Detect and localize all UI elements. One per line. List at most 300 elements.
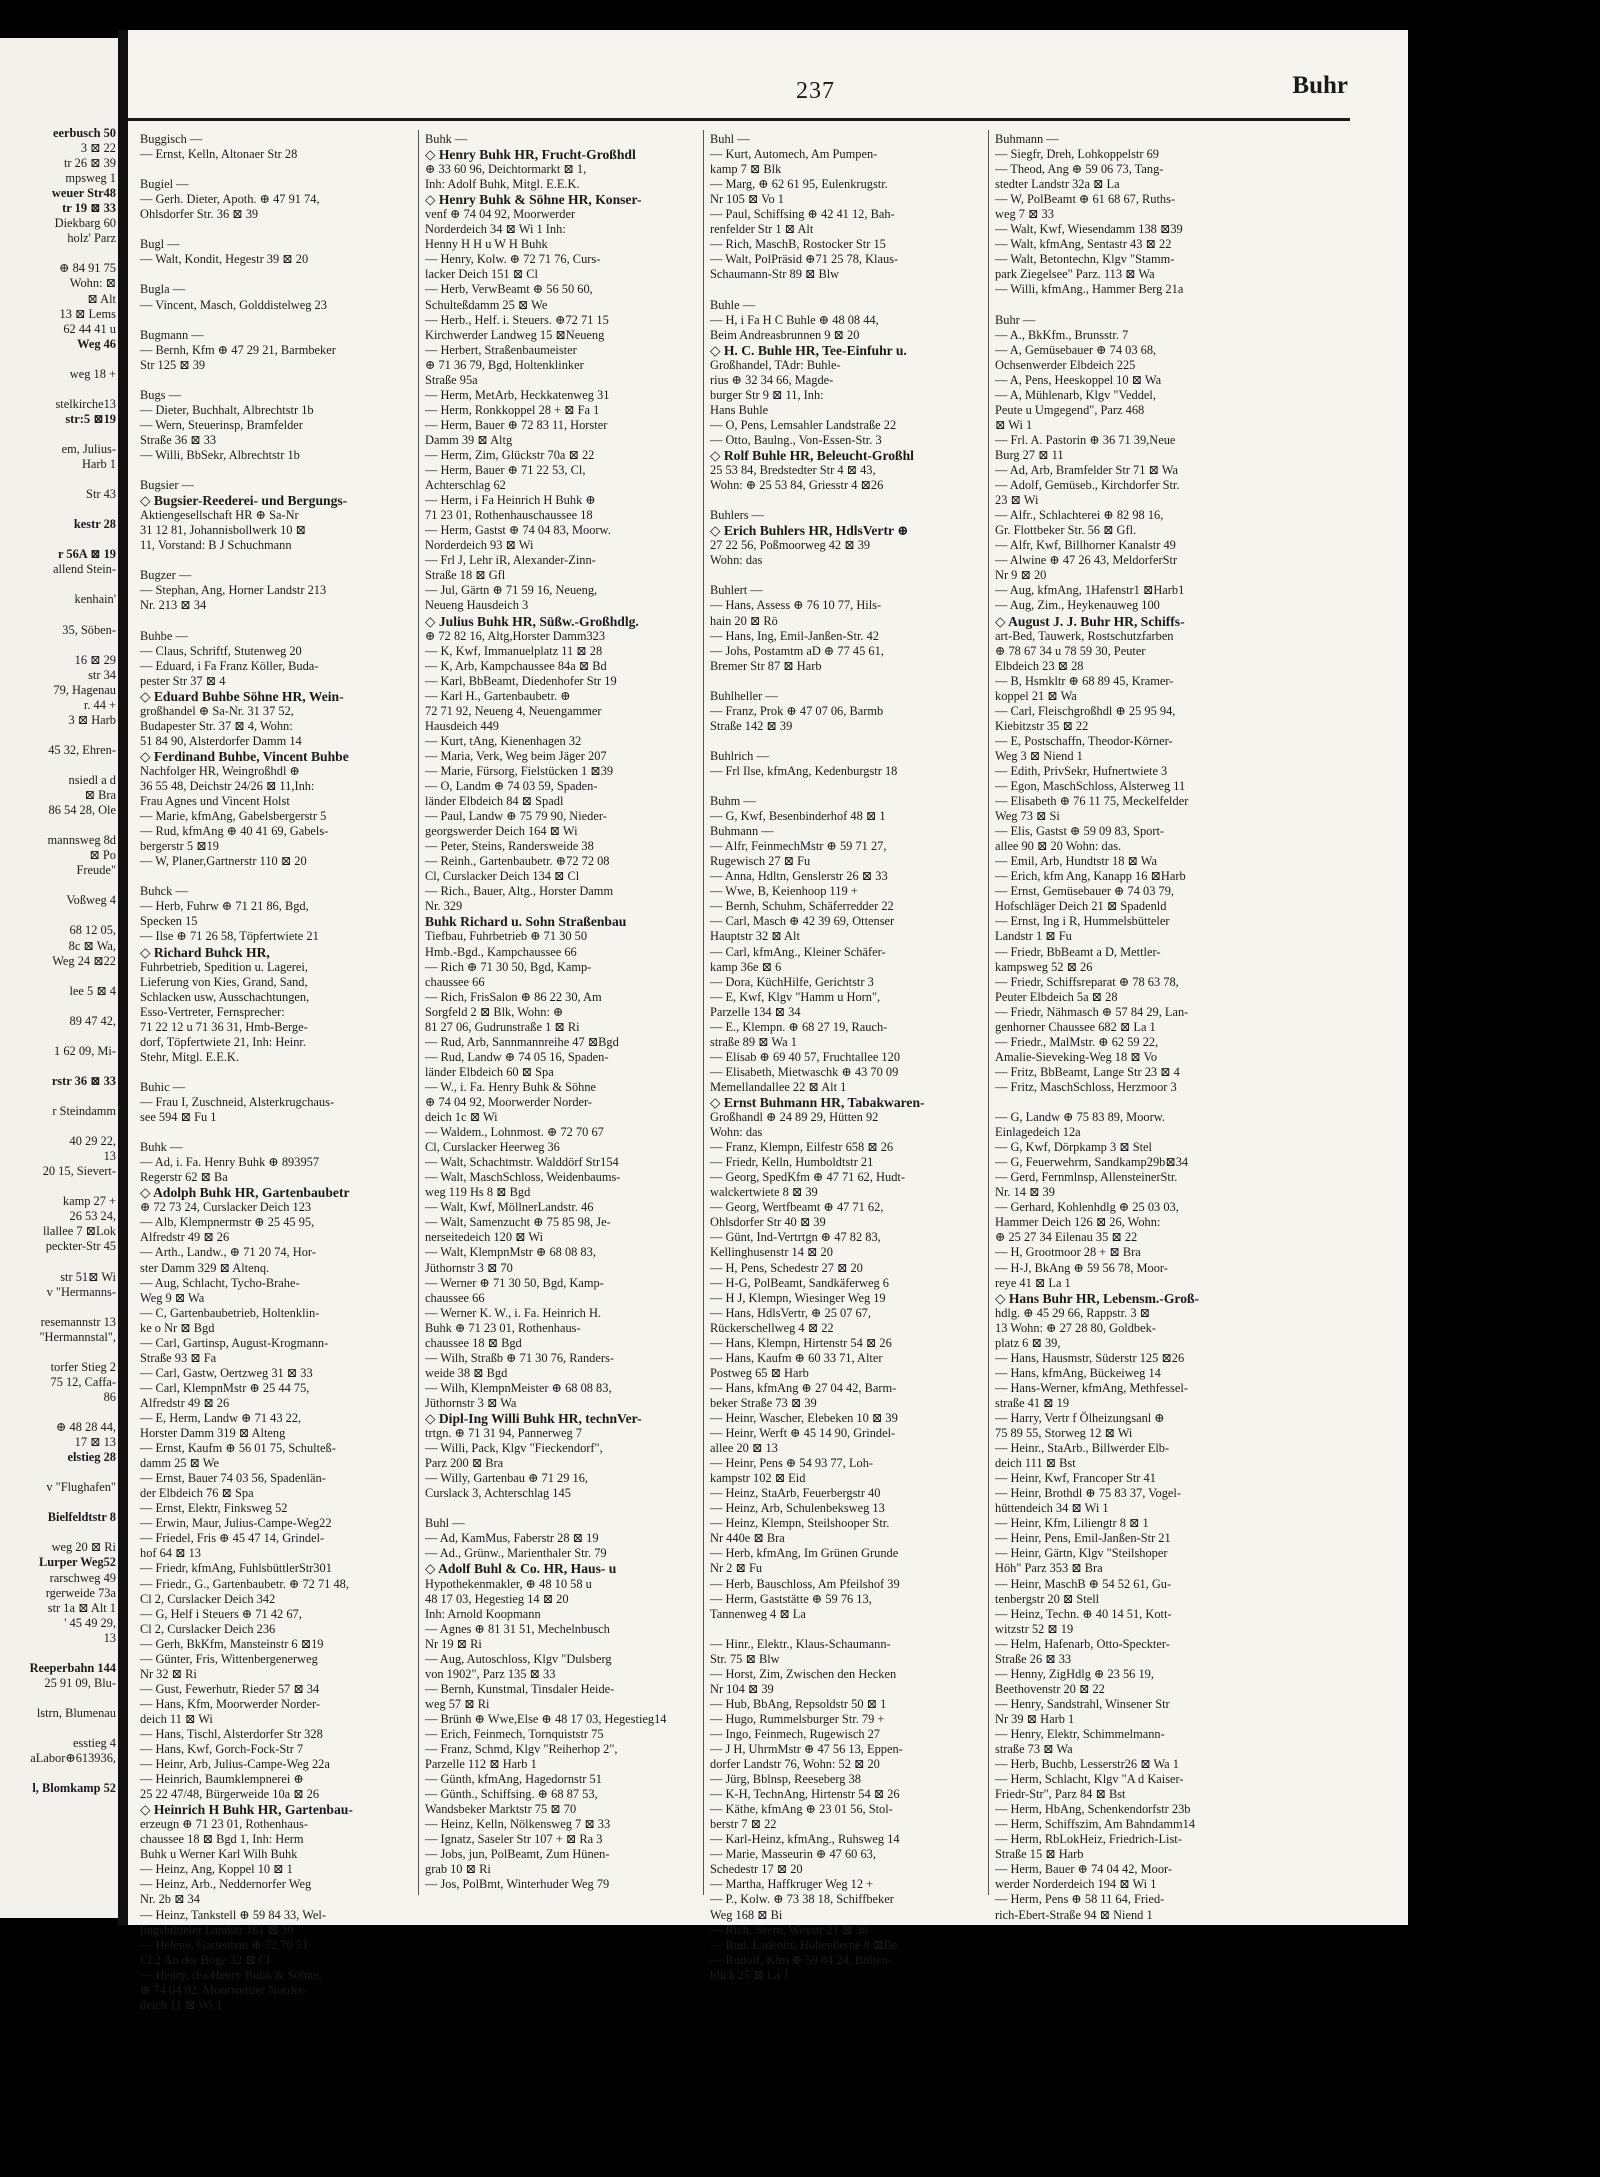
spacer xyxy=(140,267,410,282)
prev-page-line: 86 54 28, Ole xyxy=(48,803,116,818)
directory-entry-line: länder Elbdeich 84 ⊠ Spadl xyxy=(425,794,564,809)
directory-entry-line: Buhmann — xyxy=(995,132,1059,146)
directory-entry-line: Inh: Arnold Koopmann xyxy=(425,1606,541,1621)
directory-entry-line: — Hugo, Rummelsburger Str. 79 + xyxy=(710,1711,885,1726)
directory-entry-line: Parz 200 ⊠ Bra xyxy=(425,1456,504,1471)
directory-entry-line: — Aug, Zim., Heykenauweg 100 xyxy=(995,598,1160,613)
prev-page-line: torfer Stieg 2 xyxy=(50,1359,116,1374)
directory-entry-line: Parzelle 112 ⊠ Harb 1 xyxy=(425,1757,537,1772)
directory-entry-line: 72 71 92, Neueng 4, Neuengammer xyxy=(425,703,602,718)
directory-entry-line: Memellandallee 22 ⊠ Alt 1 xyxy=(710,1079,847,1094)
prev-page-line: weg 20 ⊠ Ri xyxy=(51,1540,116,1555)
directory-entry-line: Buhmann — xyxy=(710,824,774,839)
spacer xyxy=(140,373,410,388)
prev-page-line: 40 29 22, xyxy=(69,1134,116,1149)
directory-entry-line: — Karl H., Gartenbaubetr. ⊕ xyxy=(425,688,571,703)
directory-entry-line: — Elisabeth, Mietwaschk ⊕ 43 70 09 xyxy=(710,1064,899,1079)
directory-entry-line: — Alfr, Kwf, Billhorner Kanalstr 49 xyxy=(995,538,1176,553)
prev-page-line: Bielfeldtstr 8 xyxy=(47,1510,116,1525)
directory-entry-line: — Elis, Gastst ⊕ 59 09 83, Sport- xyxy=(995,824,1165,839)
directory-entry-line: — Stephan, Ang, Horner Landstr 213 xyxy=(140,583,327,598)
directory-entry-line: Buhl — xyxy=(425,1516,465,1531)
directory-entry-line: Inh: Adolf Buhk, Mitgl. E.E.K. xyxy=(425,177,580,192)
prev-page-line: ⊕ 48 28 44, xyxy=(56,1420,116,1435)
prev-page-line: l, Blomkamp 52 xyxy=(32,1781,116,1796)
directory-entry-line: kamp 7 ⊠ Blk xyxy=(710,162,782,177)
prev-page-line: Diekbarg 60 xyxy=(54,216,116,231)
directory-entry-line: — Marg, ⊕ 62 61 95, Eulenkrugstr. xyxy=(710,177,888,192)
directory-entry-line: Straße 26 ⊠ 33 xyxy=(995,1651,1072,1666)
directory-entry-line: Buhck — xyxy=(140,884,188,899)
prev-page-line: lstrn, Blumenau xyxy=(36,1705,116,1720)
directory-entry-line: ◇ Ferdinand Buhbe, Vincent Buhbe xyxy=(140,748,349,764)
spacer xyxy=(140,162,410,177)
spacer xyxy=(0,969,118,984)
directory-entry-line: — Rud, Ladenltr, Hohenberne 8 ⊠Be xyxy=(710,1937,898,1952)
running-head: Buhr xyxy=(1292,72,1348,99)
directory-entry-line: hüttendeich 34 ⊠ Wi 1 xyxy=(995,1501,1109,1516)
directory-entry-line: Weg 3 ⊠ Niend 1 xyxy=(995,748,1083,763)
directory-entry-line: — Marie, kfmAng, Gabelsbergerstr 5 xyxy=(140,809,327,824)
directory-entry-line: — Ilse ⊕ 71 26 58, Töpfertwiete 21 xyxy=(140,929,319,944)
directory-entry-line: 23 ⊠ Wi xyxy=(995,493,1039,508)
directory-entry-line: — Franz, Klempn, Eilfestr 658 ⊠ 26 xyxy=(710,1140,894,1155)
directory-entry-line: Frau Agnes und Vincent Holst xyxy=(140,794,290,809)
directory-entry-line: — Günter, Fris, Wittenbergenerweg xyxy=(140,1651,318,1666)
prev-page-line: Weg 24 ⊠22 xyxy=(52,953,116,968)
directory-entry-line: Straße 36 ⊠ 33 xyxy=(140,432,217,447)
directory-entry-line: Beethovenstr 20 ⊠ 22 xyxy=(995,1681,1105,1696)
directory-entry-line: — A., BkKfm., Brunsstr. 7 xyxy=(995,327,1129,342)
directory-entry-line: ◇ Adolph Buhk HR, Gartenbaubetr xyxy=(140,1185,350,1201)
directory-entry-line: Horster Damm 319 ⊠ Alteng xyxy=(140,1426,286,1441)
directory-entry-line: Cl, Curslacker Deich 134 ⊠ Cl xyxy=(425,869,580,884)
directory-entry-line: — Elisabeth ⊕ 76 11 75, Meckelfelder xyxy=(995,794,1189,809)
directory-entry-line: 25 22 47/48, Bürgerweide 10a ⊠ 26 xyxy=(140,1787,320,1802)
spacer xyxy=(710,282,980,297)
directory-entry-line: — Gust, Fewerhutr, Rieder 57 ⊠ 34 xyxy=(140,1681,320,1696)
directory-entry-line: — E, Postschaffn, Theodor-Körner- xyxy=(995,733,1173,748)
directory-entry-line: — Adolf, Gemüseb., Kirchdorfer Str. xyxy=(995,478,1180,493)
column-divider xyxy=(988,130,989,1895)
prev-page-line: eerbusch 50 xyxy=(53,126,116,140)
directory-entry-line: — Herm, Bauer ⊕ 74 04 42, Moor- xyxy=(995,1862,1173,1877)
directory-entry-line: — J H, UhrmMstr ⊕ 47 56 13, Eppen- xyxy=(710,1742,903,1757)
prev-page-line: rstr 36 ⊠ 33 xyxy=(51,1073,116,1088)
directory-entry-line: Schlacken usw, Ausschachtungen, xyxy=(140,989,310,1004)
prev-page-line: Harb 1 xyxy=(81,457,116,472)
directory-entry-line: — Herb, Buchb, Lesserstr26 ⊠ Wa 1 xyxy=(995,1757,1179,1772)
directory-entry-line: — Hans, Tischl, Alsterdorfer Str 328 xyxy=(140,1726,323,1741)
directory-entry-line: — Friedr., MalMstr. ⊕ 62 59 22, xyxy=(995,1034,1159,1049)
directory-entry-line: — Henry, iFa Henry Buhk & Söhne, xyxy=(140,1967,322,1982)
directory-entry-line: — Käthe, kfmAng ⊕ 23 01 56, Stol- xyxy=(710,1802,893,1817)
directory-entry-line: — Willy, Gartenbau ⊕ 71 29 16, xyxy=(425,1471,589,1486)
directory-entry-line: — Herm, Gastst ⊕ 74 04 83, Moorw. xyxy=(425,523,611,538)
directory-entry-line: — Henry, Kolw. ⊕ 72 71 76, Curs- xyxy=(425,252,601,267)
directory-entry-line: — Günt, Ind-Vertrtgn ⊕ 47 82 83, xyxy=(710,1230,881,1245)
directory-entry-line: ◇ Rolf Buhle HR, Beleucht-Großhl xyxy=(710,447,914,463)
directory-entry-line: Buhbe — xyxy=(140,628,188,643)
directory-entry-line: — Gerhard, Kohlenhdlg ⊕ 25 03 03, xyxy=(995,1200,1179,1215)
prev-page-line: Weg 46 xyxy=(77,336,116,351)
directory-entry-line: — Ernst, Elektr, Finksweg 52 xyxy=(140,1501,288,1516)
directory-entry-line: ◇ Henry Buhk & Söhne HR, Konser- xyxy=(425,192,642,208)
directory-entry-line: ster Damm 329 ⊠ Altenq. xyxy=(140,1260,270,1275)
directory-entry-line: ◇ August J. J. Buhr HR, Schiffs- xyxy=(995,613,1185,629)
directory-entry-line: straße 73 ⊠ Wa xyxy=(995,1742,1073,1757)
spacer xyxy=(0,382,118,397)
directory-entry-line: — Rud, Landw ⊕ 74 05 16, Spaden- xyxy=(425,1049,609,1064)
directory-entry-line: walckertwiete 8 ⊠ 39 xyxy=(710,1185,818,1200)
directory-entry-line: — G, Landw ⊕ 75 83 89, Moorw. xyxy=(995,1110,1165,1125)
directory-entry-line: weg 57 ⊠ Ri xyxy=(425,1696,490,1711)
directory-entry-line: — Wilh, KlempnMeister ⊕ 68 08 83, xyxy=(425,1380,612,1395)
directory-entry-line: der Elbdeich 76 ⊠ Spa xyxy=(140,1486,254,1501)
directory-entry-line: — Friedr, BbBeamt a D, Mettler- xyxy=(995,944,1161,959)
spacer xyxy=(0,1345,118,1360)
directory-entry-line: — W., i. Fa. Henry Buhk & Söhne xyxy=(425,1079,597,1094)
directory-entry-line: — Herb, VerwBeamt ⊕ 56 50 60, xyxy=(425,282,593,297)
directory-entry-line: Schaumann-Str 89 ⊠ Blw xyxy=(710,267,840,282)
spacer xyxy=(0,1029,118,1044)
prev-page-line: 8c ⊠ Wa, xyxy=(68,938,116,953)
prev-page-line: weg 18 + xyxy=(69,366,116,381)
prev-page-line: r 56A ⊠ 19 xyxy=(58,547,116,562)
prev-page-line: r. 44 + xyxy=(83,697,116,712)
directory-entry-line: Fuhrbetrieb, Spedition u. Lagerei, xyxy=(140,959,308,974)
prev-page-line: 3 ⊠ Harb xyxy=(68,712,116,727)
directory-entry-line: — O, Pens, Lemsahler Landstraße 22 xyxy=(710,417,897,432)
directory-entry-line: — Ernst, Kaufm ⊕ 56 01 75, Schulteß- xyxy=(140,1441,336,1456)
directory-entry-line: — Dora, KüchHilfe, Gerichtstr 3 xyxy=(710,974,874,989)
prev-page-line: Freude" xyxy=(76,863,116,878)
directory-entry-line: Peute u Umgegend", Parz 468 xyxy=(995,402,1145,417)
directory-entry-line: ◇ Dipl-Ing Willi Buhk HR, technVer- xyxy=(425,1410,642,1426)
prev-page-line: stelkirche13 xyxy=(55,396,116,411)
directory-entry-line: Weg 168 ⊠ Bi xyxy=(710,1907,783,1922)
directory-entry-line: Nr 39 ⊠ Harb 1 xyxy=(995,1711,1075,1726)
spacer xyxy=(140,313,410,328)
prev-page-line: 17 ⊠ 13 xyxy=(74,1435,116,1450)
directory-entry-line: — Walt, Kwf, MöllnerLandstr. 46 xyxy=(425,1200,594,1215)
directory-entry-line: — Friedel, Fris ⊕ 45 47 14, Grindel- xyxy=(140,1531,325,1546)
spacer xyxy=(0,1300,118,1315)
prev-page-line: "Hermannstal", xyxy=(39,1329,116,1344)
directory-entry-line: Nr. 329 xyxy=(425,899,463,914)
spacer xyxy=(0,638,118,653)
directory-entry-line: — Gerh, BkKfm, Mansteinstr 6 ⊠19 xyxy=(140,1636,324,1651)
spacer xyxy=(995,1095,1265,1110)
spacer xyxy=(995,298,1265,313)
directory-entry-line: von 1902", Parz 135 ⊠ 33 xyxy=(425,1666,556,1681)
directory-entry-line: ◇ Ernst Buhmann HR, Tabakwaren- xyxy=(710,1095,925,1110)
directory-entry-line: — Heinr, Arb, Julius-Campe-Weg 22a xyxy=(140,1757,330,1772)
directory-entry-line: — Heinz, Tankstell ⊕ 59 84 33, Wel- xyxy=(140,1907,326,1922)
prev-page-line: rgerweide 73a xyxy=(45,1585,116,1600)
directory-entry-line: Schulteßdamm 25 ⊠ We xyxy=(425,297,548,312)
column-2 xyxy=(425,132,695,1892)
prev-page-line: lee 5 ⊠ 4 xyxy=(69,983,116,998)
directory-entry-line: — Peter, Steins, Randersweide 38 xyxy=(425,839,594,854)
directory-entry-line: — Heinz, Ang, Koppel 10 ⊠ 1 xyxy=(140,1862,293,1877)
spacer xyxy=(0,1495,118,1510)
directory-entry-line: — E., Klempn. ⊕ 68 27 19, Rauch- xyxy=(710,1019,888,1034)
directory-entry-line: — Heinr, Kfm, Liliengtr 8 ⊠ 1 xyxy=(995,1516,1149,1531)
directory-entry-line: — Johs, Postamtm aD ⊕ 77 45 61, xyxy=(710,643,884,658)
directory-entry-line: grab 10 ⊠ Ri xyxy=(425,1862,491,1877)
directory-entry-line: Nr 9 ⊠ 20 xyxy=(995,568,1047,583)
directory-entry-line: 48 17 03, Hegestieg 14 ⊠ 20 xyxy=(425,1591,569,1606)
spacer xyxy=(0,608,118,623)
directory-entry-line: — Rich, FrisSalon ⊕ 86 22 30, Am xyxy=(425,989,602,1004)
prev-page-line: 25 91 09, Blu- xyxy=(44,1675,116,1690)
directory-entry-line: — Walt, Betontechn, Klgv "Stamm- xyxy=(995,252,1175,267)
directory-entry-line: — Herm, Bauer ⊕ 72 83 11, Horster xyxy=(425,417,608,432)
directory-entry-line: Jüthornstr 3 ⊠ Wa xyxy=(425,1395,517,1410)
spacer xyxy=(140,222,410,237)
directory-entry-line: — Aug, kfmAng, 1Hafenstr1 ⊠Harb1 xyxy=(995,583,1185,598)
directory-entry-line: — Alwine ⊕ 47 26 43, MeldorferStr xyxy=(995,553,1178,568)
column-divider xyxy=(418,130,419,1895)
prev-page-line: ⊠ Po xyxy=(89,848,116,863)
prev-page-line: peckter-Str 45 xyxy=(45,1239,116,1254)
directory-entry-line: — Hans, Kaufm ⊕ 60 33 71, Alter xyxy=(710,1350,883,1365)
directory-entry-line: 31 12 81, Johannisbollwerk 10 ⊠ xyxy=(140,523,306,538)
directory-entry-line: — Herm, RbLokHeiz, Friedrich-List- xyxy=(995,1832,1182,1847)
directory-entry-line: ◇ Eduard Buhbe Söhne HR, Wein- xyxy=(140,688,344,704)
directory-entry-line: Nr 32 ⊠ Ri xyxy=(140,1666,197,1681)
directory-entry-line: — Hinr., Elektr., Klaus-Schaumann- xyxy=(710,1636,891,1651)
directory-entry-line: — Frau I, Zuschneid, Alsterkrugchaus- xyxy=(140,1095,335,1109)
directory-entry-line: ◇ Erich Buhlers HR, HdlsVertr ⊕ xyxy=(710,523,909,539)
directory-entry-line: — Aug, Autoschloss, Klgv "Dulsberg xyxy=(425,1651,612,1666)
prev-page-line: 13 xyxy=(103,1149,116,1164)
directory-entry-line: Nr 104 ⊠ 39 xyxy=(710,1681,774,1696)
directory-entry-line: 81 27 06, Gudrunstraße 1 ⊠ Ri xyxy=(425,1019,580,1034)
directory-entry-line: Bugmann — xyxy=(140,327,204,342)
directory-entry-line: — Marie, Masseurin ⊕ 47 60 63, xyxy=(710,1847,876,1862)
directory-entry-line: — B, Hsmkltr ⊕ 68 89 45, Kramer- xyxy=(995,673,1174,688)
directory-entry-line: — Heinr, Wascher, Elebeken 10 ⊠ 39 xyxy=(710,1410,898,1425)
prev-page-line: tr 26 ⊠ 39 xyxy=(63,156,116,171)
directory-entry-line: — E, Herm, Landw ⊕ 71 43 22, xyxy=(140,1410,302,1425)
spacer xyxy=(0,878,118,893)
directory-entry-line: 71 22 12 u 71 36 31, Hmb-Berge- xyxy=(140,1019,308,1034)
directory-entry-line: — Rudolf, Kfm ⊕ 59 84 24, Bülten- xyxy=(710,1952,893,1967)
directory-entry-line: — Helm, Hafenarb, Otto-Speckter- xyxy=(995,1636,1170,1651)
directory-entry-line: Buhlrich — xyxy=(710,748,769,763)
directory-entry-line: renfelder Str 1 ⊠ Alt xyxy=(710,222,814,237)
directory-page xyxy=(128,30,1408,2012)
directory-entry-line: — C, Gartenbaubetrieb, Holtenklin- xyxy=(140,1305,320,1320)
directory-entry-line: — Walt, PolPräsid ⊕71 25 78, Klaus- xyxy=(710,252,899,267)
directory-entry-line: Cl 2, Curslacker Deich 236 xyxy=(140,1621,276,1636)
directory-entry-line: — Friedr, Schiffsreparat ⊕ 78 63 78, xyxy=(995,974,1179,989)
directory-entry-line: — Otto, Baulng., Von-Essen-Str. 3 xyxy=(710,432,882,447)
directory-entry-line: allee 90 ⊠ 20 Wohn: das. xyxy=(995,839,1122,854)
directory-entry-line: Buhk Richard u. Sohn Straßenbau xyxy=(425,914,627,930)
directory-entry-line: — Frl J, Lehr iR, Alexander-Zinn- xyxy=(425,553,596,568)
directory-entry-line: ⊕ 72 73 24, Curslacker Deich 123 xyxy=(140,1200,312,1215)
directory-entry-line: — Herm, Schlacht, Klgv "A d Kaiser- xyxy=(995,1772,1184,1787)
directory-entry-line: — G, Kwf, Dörpkamp 3 ⊠ Stel xyxy=(995,1140,1152,1155)
directory-entry-line: Buhic — xyxy=(140,1079,186,1094)
prev-page-line: resemannstr 13 xyxy=(40,1314,116,1329)
directory-entry-line: — Jobs, jun, PolBeamt, Zum Hünen- xyxy=(425,1847,610,1862)
directory-entry-line: Achterschlag 62 xyxy=(425,478,506,493)
directory-entry-line: Tiefbau, Fuhrbetrieb ⊕ 71 30 50 xyxy=(425,929,588,944)
directory-entry-line: — Henry, Elektr, Schimmelmann- xyxy=(995,1726,1165,1741)
directory-entry-line: rich-Ebert-Straße 94 ⊠ Niend 1 xyxy=(995,1907,1153,1922)
prev-page-line: Voßweg 4 xyxy=(66,893,116,908)
directory-entry-line: — Gerd, Fernmlnsp, AllensteinerStr. xyxy=(995,1170,1178,1185)
directory-entry-line: deich 1c ⊠ Wi xyxy=(425,1110,498,1125)
directory-entry-line: — Wern, Steuerinsp, Bramfelder xyxy=(140,417,303,432)
prev-page-line: nsiedl a d xyxy=(68,773,116,788)
directory-entry-line: — Friedr, kfmAng, FuhlsbüttlerStr301 xyxy=(140,1561,332,1576)
directory-entry-line: stedter Landstr 32a ⊠ La xyxy=(995,177,1120,192)
directory-entry-line: Wohn: das xyxy=(710,1125,763,1140)
directory-entry-line: — Erwin, Maur, Julius-Campe-Weg22 xyxy=(140,1516,332,1531)
directory-entry-line: Hmb.-Bgd., Kampchaussee 66 xyxy=(425,944,577,959)
directory-entry-line: — Walt, Schachtmstr. Walddörf Str154 xyxy=(425,1155,619,1170)
directory-entry-line: bergerstr 5 ⊠19 xyxy=(140,839,219,854)
directory-entry-line: — Friedr, Kelln, Humboldtstr 21 xyxy=(710,1155,874,1170)
prev-page-line: 62 44 41 u xyxy=(63,321,116,336)
prev-page-line: 26 53 24, xyxy=(69,1209,116,1224)
directory-entry-line: — Hans-Werner, kfmAng, Methfessel- xyxy=(995,1380,1188,1395)
directory-entry-line: Burg 27 ⊠ 11 xyxy=(995,447,1064,462)
directory-entry-line: — Heinrich, Baumklempnerei ⊕ xyxy=(140,1772,304,1787)
directory-entry-line: — H-G, PolBeamt, Sandkäferweg 6 xyxy=(710,1275,889,1290)
prev-page-line: ⊠ Bra xyxy=(84,788,116,803)
directory-entry-line: — Herm, Zim, Glückstr 70a ⊠ 22 xyxy=(425,447,595,462)
directory-entry-line: — H, Pens, Schedestr 27 ⊠ 20 xyxy=(710,1260,863,1275)
directory-entry-line: — Ernst, Bauer 74 03 56, Spadenlän- xyxy=(140,1471,326,1486)
directory-entry-line: hain 20 ⊠ Rö xyxy=(710,613,778,628)
directory-entry-line: Postweg 65 ⊠ Harb xyxy=(710,1365,809,1380)
directory-entry-line: Alfredstr 49 ⊠ 26 xyxy=(140,1230,230,1245)
directory-entry-line: deich 111 ⊠ Bst xyxy=(995,1456,1076,1471)
directory-entry-line: berstr 7 ⊠ 22 xyxy=(710,1817,777,1832)
directory-entry-line: Buhl — xyxy=(710,132,750,146)
directory-entry-line: ⊕ 72 82 16, Altg,Horster Damm323 xyxy=(425,628,606,643)
directory-entry-line: — Heinz, Techn. ⊕ 40 14 51, Kott- xyxy=(995,1606,1172,1621)
spacer xyxy=(0,1721,118,1736)
directory-entry-line: — Claus, Schriftf, Stutenweg 20 xyxy=(140,643,302,658)
directory-entry-line: — Hans, Kwf, Gorch-Fock-Str 7 xyxy=(140,1742,304,1757)
directory-entry-line: Landstr 1 ⊠ Fu xyxy=(995,929,1072,944)
spacer xyxy=(140,1125,410,1140)
directory-entry-line: — Heinr., StaArb., Billwerder Elb- xyxy=(995,1441,1170,1456)
directory-entry-line: Sorgfeld 2 ⊠ Blk, Wohn: ⊕ xyxy=(425,1004,564,1019)
directory-entry-line: — Werner ⊕ 71 30 50, Bgd, Kamp- xyxy=(425,1275,604,1290)
spacer xyxy=(0,577,118,592)
directory-entry-line: — Ad, Arb, Bramfelder Str 71 ⊠ Wa xyxy=(995,463,1178,478)
directory-entry-line: allee 20 ⊠ 13 xyxy=(710,1441,778,1456)
directory-entry-line: Nr 440e ⊠ Bra xyxy=(710,1531,785,1546)
directory-entry-line: — G, Helf i Steuers ⊕ 71 42 67, xyxy=(140,1606,302,1621)
page-number: 237 xyxy=(796,78,835,104)
directory-entry-line: — Heinr, MaschB ⊕ 54 52 61, Gu- xyxy=(995,1576,1172,1591)
directory-entry-line: Buhk — xyxy=(425,132,468,146)
prev-page-line: ⊕ 84 91 75 xyxy=(59,261,116,276)
directory-entry-line: — Rich ⊕ 71 30 50, Bgd, Kamp- xyxy=(425,959,592,974)
directory-entry-line: — Anna, Hdltn, Genslerstr 26 ⊠ 33 xyxy=(710,869,888,884)
directory-entry-line: — Rud, Arb, Sannmannreihe 47 ⊠Bgd xyxy=(425,1034,619,1049)
directory-entry-line: ⊕ 33 60 96, Deichtormarkt ⊠ 1, xyxy=(425,162,587,177)
directory-entry-line: — Gerh. Dieter, Apoth. ⊕ 47 91 74, xyxy=(140,192,320,207)
directory-entry-line: Damm 39 ⊠ Altg xyxy=(425,432,513,447)
spacer xyxy=(0,758,118,773)
spacer xyxy=(140,869,410,884)
directory-entry-line: Bugzer — xyxy=(140,568,192,583)
spacer xyxy=(0,472,118,487)
prev-page-line: Reeperbahn 144 xyxy=(29,1660,116,1675)
directory-entry-line: — Carl, kfmAng., Kleiner Schäfer- xyxy=(710,944,886,959)
directory-entry-line: kampstr 102 ⊠ Eid xyxy=(710,1471,806,1486)
directory-entry-line: ke o Nr ⊠ Bgd xyxy=(140,1320,215,1335)
directory-entry-line: — Hans, kfmAng, Bückeiweg 14 xyxy=(995,1365,1161,1380)
directory-entry-line: Buhr — xyxy=(995,312,1036,327)
directory-entry-line: — Fritz, MaschSchloss, Herzmoor 3 xyxy=(995,1079,1177,1094)
prev-page-line: holz' Parz xyxy=(67,231,116,246)
directory-entry-line: — Wwe, B, Keienhoop 119 + xyxy=(710,884,858,899)
directory-entry-line: — Kurt, tAng, Kienenhagen 32 xyxy=(425,733,582,748)
directory-entry-line: weg 119 Hs 8 ⊠ Bgd xyxy=(425,1185,531,1200)
directory-entry-line: — Maria, Verk, Weg beim Jäger 207 xyxy=(425,748,607,763)
directory-entry-line: Kiebitzstr 35 ⊠ 22 xyxy=(995,718,1089,733)
directory-entry-line: — A, Gemüsebauer ⊕ 74 03 68, xyxy=(995,342,1157,357)
directory-entry-line: — Herb, kfmAng, Im Grünen Grunde xyxy=(710,1546,899,1561)
directory-entry-line: — Heinr, Pens ⊕ 54 93 77, Loh- xyxy=(710,1456,874,1471)
directory-entry-line: — Erich, Feinmech, Tornquiststr 75 xyxy=(425,1726,604,1741)
directory-entry-line: deich 11 ⊠ Wi 1 xyxy=(140,1997,223,2012)
directory-entry-line: — Rud, kfmAng ⊕ 40 41 69, Gabels- xyxy=(140,824,329,839)
directory-entry-line: Bugs — xyxy=(140,387,181,402)
directory-entry-line: — Bernh, Kfm ⊕ 47 29 21, Barmbeker xyxy=(140,342,336,357)
directory-entry-line: Buhle — xyxy=(710,297,756,312)
prev-page-line: 20 15, Sievert- xyxy=(42,1164,116,1179)
prev-page-line: mpsweg 1 xyxy=(65,171,116,186)
spacer xyxy=(0,532,118,547)
directory-entry-line: — Aug, Schlacht, Tycho-Brahe- xyxy=(140,1275,300,1290)
directory-entry-line: — G, Kwf, Besenbinderhof 48 ⊠ 1 xyxy=(710,809,886,824)
directory-entry-line: Curslack 3, Achterschlag 145 xyxy=(425,1486,571,1501)
directory-entry-line: — Ad, i. Fa. Henry Buhk ⊕ 893957 xyxy=(140,1155,320,1170)
directory-entry-line: — Carl, Gartinsp, August-Krogmann- xyxy=(140,1335,329,1350)
directory-entry-line: — Hans, Ing, Emil-Janßen-Str. 42 xyxy=(710,628,879,643)
directory-entry-line: — Alfr, FeinmechMstr ⊕ 59 71 27, xyxy=(710,839,887,854)
directory-entry-line: Hypothekenmakler, ⊕ 48 10 58 u xyxy=(425,1576,592,1591)
directory-entry-line: straße 41 ⊠ 19 xyxy=(995,1395,1070,1410)
directory-entry-line: Regerstr 62 ⊠ Ba xyxy=(140,1170,228,1185)
directory-entry-line: — Heinr, Kwf, Francoper Str 41 xyxy=(995,1471,1156,1486)
directory-entry-line: — Siegfr, Dreh, Lohkoppelstr 69 xyxy=(995,147,1159,162)
prev-page-line: str:5 ⊠19 xyxy=(65,411,116,426)
directory-entry-line: see 594 ⊠ Fu 1 xyxy=(140,1110,217,1125)
prev-page-line: llallee 7 ⊠Lok xyxy=(42,1224,116,1239)
directory-entry-line: — K, Kwf, Immanuelplatz 11 ⊠ 28 xyxy=(425,643,603,658)
directory-entry-line: — Franz, Prok ⊕ 47 07 06, Barmb xyxy=(710,703,884,718)
directory-entry-line: — Heinz, StaArb, Feuerbergstr 40 xyxy=(710,1486,881,1501)
directory-entry-line: — P., Kolw. ⊕ 73 38 18, Schiffbeker xyxy=(710,1892,894,1907)
directory-entry-line: — Jul, Gärtn ⊕ 71 59 16, Neueng, xyxy=(425,583,598,598)
directory-entry-line: ◇ Adolf Buhl & Co. HR, Haus- u xyxy=(425,1561,617,1577)
prev-page-line: 68 12 05, xyxy=(69,923,116,938)
directory-entry-line: kampsweg 52 ⊠ 26 xyxy=(995,959,1093,974)
